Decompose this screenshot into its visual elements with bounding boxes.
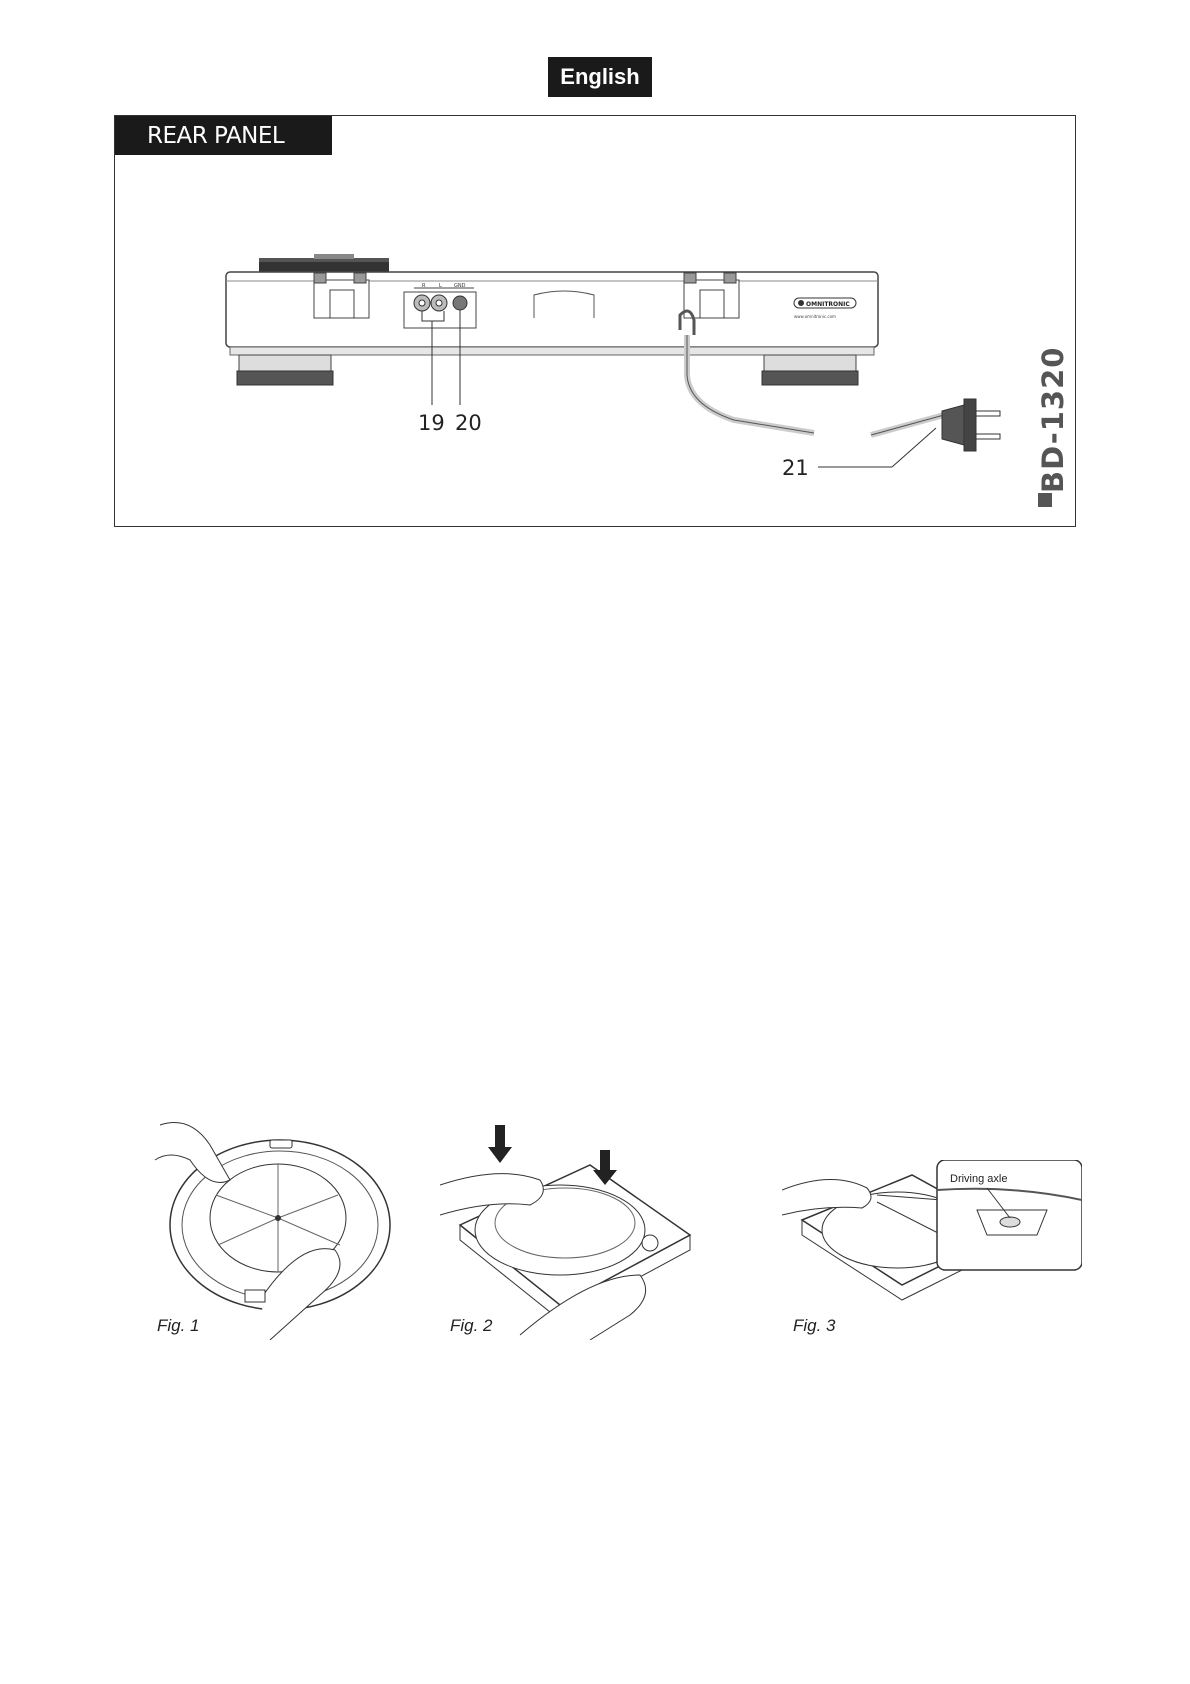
callout-20: 20 — [455, 411, 482, 435]
rear-panel-illustration — [114, 115, 1076, 527]
foot-right — [762, 355, 858, 385]
hinge-right — [684, 273, 739, 318]
figure-1 — [150, 1120, 395, 1340]
figure-3 — [782, 1160, 1082, 1345]
rear-panel-title: REAR PANEL — [115, 116, 332, 155]
figure-3-caption: Fig. 3 — [793, 1316, 836, 1335]
callout-19: 19 — [418, 411, 445, 435]
driving-axle-label: Driving axle — [950, 1173, 1008, 1185]
model-marker-icon — [1038, 493, 1052, 507]
foot-left — [237, 355, 333, 385]
power-plug — [942, 399, 1000, 451]
callout-line-21 — [892, 428, 936, 467]
rear-handle — [534, 291, 594, 318]
svg-text:GND: GND — [454, 283, 466, 289]
svg-text:OMNITRONIC: OMNITRONIC — [806, 301, 850, 308]
figure-2-drawing — [440, 1125, 705, 1340]
hinge-left — [314, 273, 369, 318]
svg-text:L: L — [439, 283, 442, 289]
figure-2-caption: Fig. 2 — [450, 1316, 493, 1335]
figure-1-drawing — [150, 1120, 395, 1340]
figure-2 — [440, 1125, 705, 1340]
ground-terminal — [453, 296, 467, 310]
callout-21: 21 — [782, 456, 809, 480]
language-tab: English — [548, 57, 652, 97]
model-label: BD-1320 — [1030, 355, 1070, 515]
svg-text:www.omnitronic.com: www.omnitronic.com — [794, 314, 836, 319]
platter-rim — [259, 254, 389, 272]
svg-text:R: R — [422, 283, 426, 289]
figure-1-caption: Fig. 1 — [157, 1316, 200, 1335]
press-arrow-icon — [488, 1125, 512, 1163]
